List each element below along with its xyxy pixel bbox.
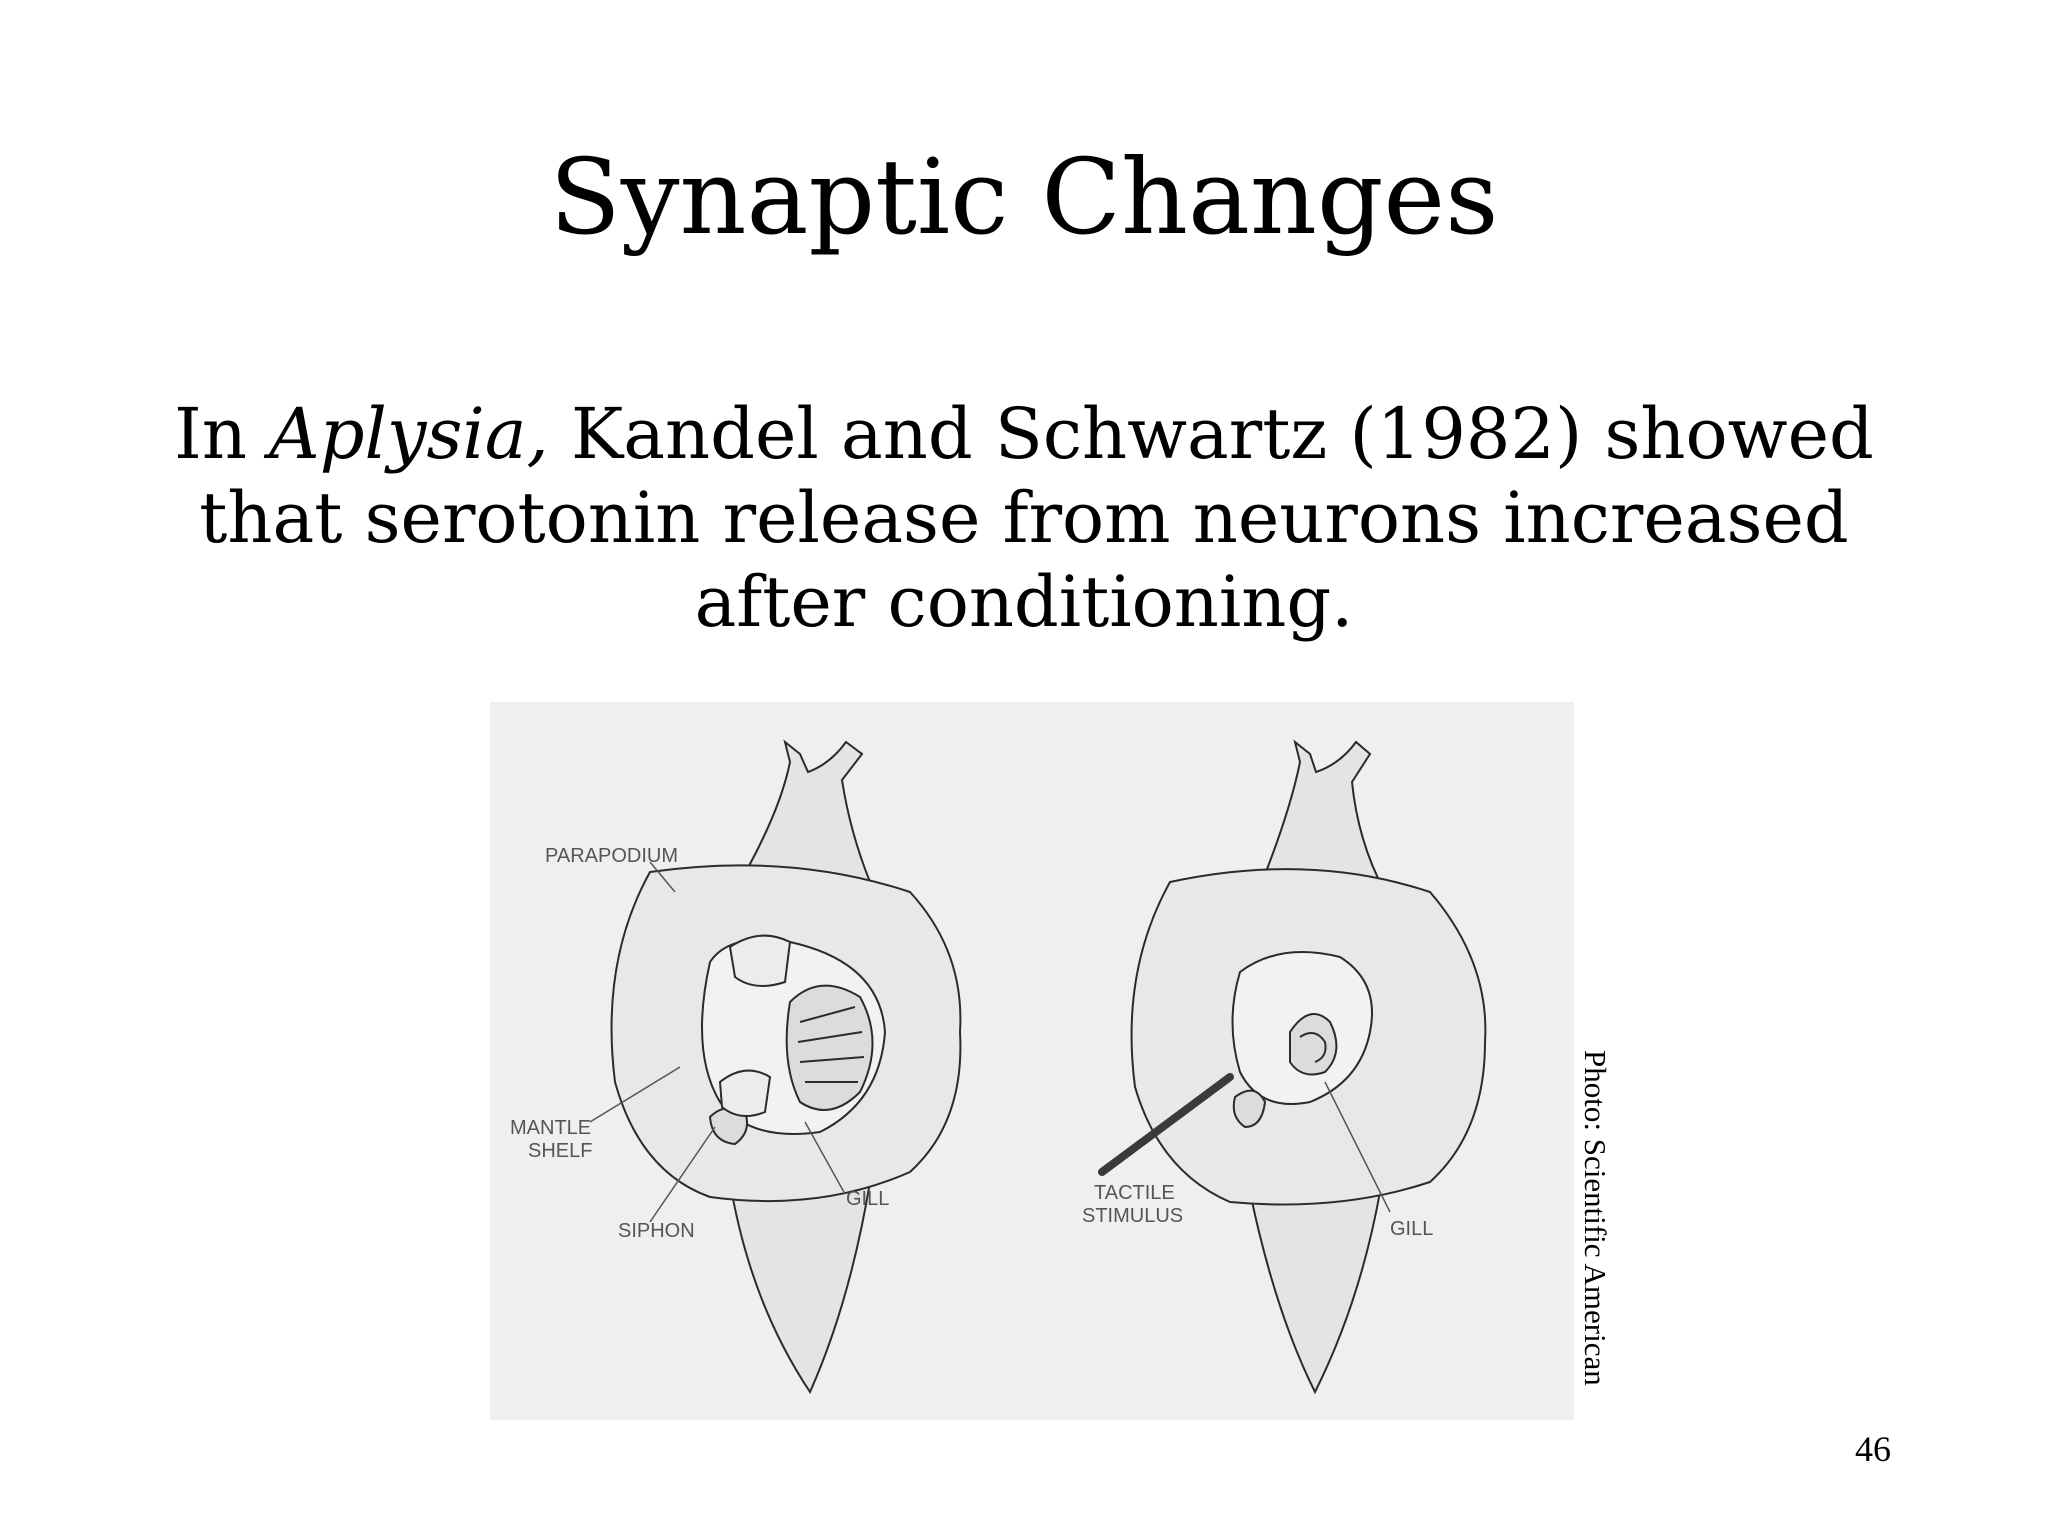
label-mantle-shelf-2: SHELF <box>528 1140 593 1162</box>
body-text: Kandel and Schwartz (1982) showed that serotonin release from neurons increased after conditioning. <box>199 393 1874 643</box>
label-siphon: SIPHON <box>618 1220 695 1242</box>
page-number: 46 <box>1855 1429 1891 1469</box>
photo-credit: Photo: Scientific American <box>1578 1050 1613 1386</box>
aplysia-left-drawing <box>590 742 960 1392</box>
label-mantle-shelf: MANTLE <box>510 1117 592 1139</box>
label-tactile-stimulus-2: STIMULUS <box>1082 1205 1184 1227</box>
species-name: Aplysia, <box>269 393 549 475</box>
aplysia-illustration <box>490 702 1574 1420</box>
body-prefix: In <box>174 393 270 475</box>
label-gill-left: GILL <box>846 1188 890 1210</box>
slide-body-text <box>140 392 1908 644</box>
aplysia-right-drawing <box>1102 742 1485 1392</box>
label-tactile-stimulus: TACTILE <box>1094 1182 1175 1204</box>
label-parapodium: PARAPODIUM <box>545 845 678 867</box>
label-gill-right: GILL <box>1390 1218 1434 1240</box>
slide-title: Synaptic Changes <box>549 136 1499 258</box>
